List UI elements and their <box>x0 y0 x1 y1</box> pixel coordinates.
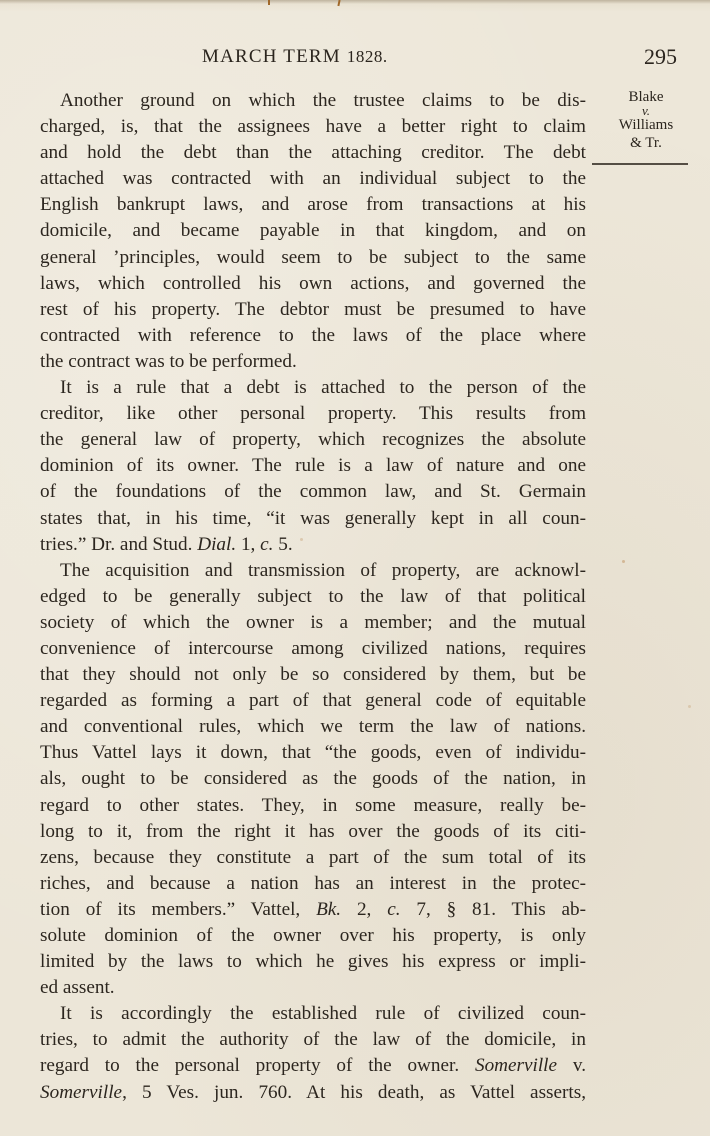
text-line: tries, to admit the authority of the law of the domicile, in <box>40 1029 586 1051</box>
text-line: solute dominion of the owner over his property, is only <box>40 925 586 946</box>
citation-italic: Somerville <box>40 1081 123 1103</box>
text-run: , 5 Ves. jun. 760. At his death, as Vattel asserts, <box>122 1081 586 1103</box>
text-line: limited by the laws to which he gives his express or impli- <box>40 951 586 973</box>
running-head <box>0 46 710 72</box>
text-line: ed assent. <box>40 977 115 999</box>
trustee-label: & Tr. <box>630 135 662 151</box>
text-line: edged to be generally subject to the law of that political <box>40 585 586 607</box>
page-number: 295 <box>644 44 677 69</box>
plaintiff-name: Blake <box>628 89 664 105</box>
text-line: It is accordingly the established rule of civilized coun- <box>60 1003 586 1025</box>
text-line <box>40 532 586 558</box>
text-run: regard to the personal property of the owner. <box>40 1055 475 1077</box>
citation-italic: Somerville <box>474 1055 558 1077</box>
text-line: attached was contracted with an individual subject to the <box>40 168 586 190</box>
text-line: riches, and because a nation has an interest in the protec- <box>40 872 586 894</box>
page-top-edge <box>0 0 710 4</box>
text-line: Thus Vattel lays it down, that “the goods, even of individu- <box>40 742 586 764</box>
text-line: that they should not only be so considered by them, but be <box>40 664 586 686</box>
margin-note-rule <box>592 163 688 165</box>
text-line: English bankrupt laws, and arose from transactions at his <box>40 194 586 216</box>
text-line: rest of his property. The debtor must be presumed to have <box>40 298 586 320</box>
text-line: It is a rule that a debt is attached to the person of the <box>60 377 586 399</box>
body-text <box>40 88 586 1106</box>
text-line: zens, because they constitute a part of the sum total of its <box>40 846 586 868</box>
case-margin-note <box>598 88 694 152</box>
text-line <box>40 1053 586 1079</box>
text-line: general ’principles, would seem to be subject to the same <box>40 246 586 268</box>
text-run: 1, <box>236 533 261 555</box>
citation-italic: c. <box>260 533 274 555</box>
text-line: als, ought to be considered as the goods of the nation, in <box>40 768 586 790</box>
paper-speck <box>688 705 691 708</box>
text-line: convenience of intercourse among civilized nations, requires <box>40 637 586 659</box>
text-line <box>40 897 586 923</box>
text-line: regard to other states. They, in some measure, really be- <box>40 794 586 816</box>
text-line: contracted with reference to the laws of the place where <box>40 324 586 346</box>
paper-speck <box>622 560 625 563</box>
citation-italic: Bk. <box>316 898 342 920</box>
text-line: of the foundations of the common law, and St. Germain <box>40 481 586 503</box>
text-line <box>40 1080 586 1106</box>
running-title <box>202 46 388 68</box>
text-line: domicile, and became payable in that kingdom, and on <box>40 220 586 242</box>
citation-italic: c. <box>387 898 401 920</box>
text-line: laws, which controlled his own actions, and governed the <box>40 272 586 294</box>
text-run: v. <box>557 1055 586 1077</box>
text-line: society of which the owner is a member; and the mutual <box>40 611 586 633</box>
binding-thread-mark <box>268 0 270 5</box>
text-line: regarded as forming a part of that general code of equitable <box>40 690 586 712</box>
text-line: long to it, from the right it has over the goods of its citi- <box>40 820 586 842</box>
versus-label: v. <box>641 103 651 118</box>
citation-italic: Dial. <box>197 533 237 555</box>
text-line: the contract was to be performed. <box>40 350 297 372</box>
text-line: states that, in his time, “it was generally kept in all coun- <box>40 507 586 529</box>
text-line: The acquisition and transmission of property, are acknowl- <box>60 559 586 581</box>
text-line: charged, is, that the assignees have a better right to claim <box>40 116 586 138</box>
text-run: 7, § 81. This ab- <box>400 898 587 920</box>
term-year: 1828. <box>346 47 388 66</box>
text-run: 2, <box>341 898 388 920</box>
text-line: creditor, like other personal property. This results from <box>40 403 586 425</box>
text-line: Another ground on which the trustee claims to be dis- <box>60 90 586 111</box>
text-line: and conventional rules, which we term the law of nations. <box>40 716 586 738</box>
text-line: and hold the debt than the attaching creditor. The debt <box>40 142 586 164</box>
text-line: dominion of its owner. The rule is a law of nature and one <box>40 455 586 477</box>
text-run: 5. <box>273 533 293 555</box>
paper-speck <box>300 538 303 541</box>
text-run: tion of its members.” Vattel, <box>40 898 317 920</box>
term-label: MARCH TERM <box>202 46 341 67</box>
defendant-name: Williams <box>618 117 674 133</box>
text-run: tries.” Dr. and Stud. <box>40 533 198 555</box>
text-line: the general law of property, which recognizes the absolute <box>40 429 586 451</box>
